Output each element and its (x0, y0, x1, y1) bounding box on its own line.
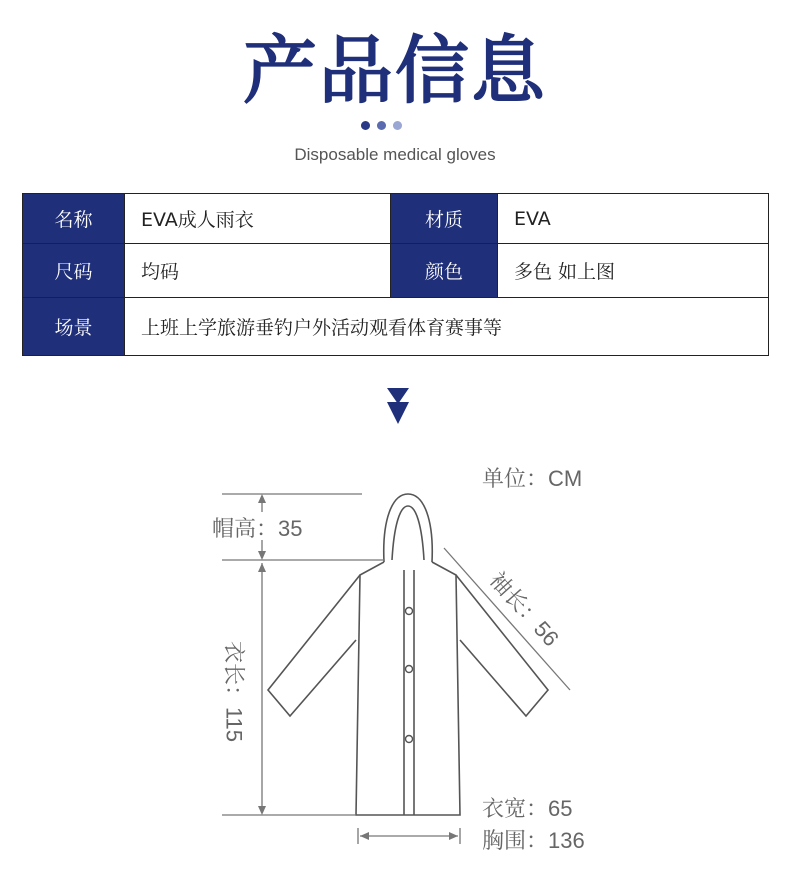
dot-3 (393, 121, 402, 130)
label-material: 材质 (391, 194, 498, 244)
value-scene: 上班上学旅游垂钓户外活动观看体育赛事等 (125, 298, 769, 356)
hood-height-label: 帽高：35 (212, 516, 303, 541)
label-name: 名称 (23, 194, 125, 244)
value-size: 均码 (125, 244, 391, 298)
raincoat-body (356, 562, 460, 815)
button-3 (406, 736, 413, 743)
width-label: 衣宽：65 (482, 796, 573, 821)
table-row (23, 298, 769, 356)
value-name: EVA成人雨衣 (125, 194, 391, 244)
sleeve-length-label: 袖长：56 (484, 567, 564, 652)
unit-label: 单位：CM (482, 466, 583, 491)
body-length-label: 衣长：115 (221, 640, 247, 743)
label-size: 尺码 (23, 244, 125, 298)
dot-2 (377, 121, 386, 130)
product-info-table (22, 193, 769, 356)
label-scene: 场景 (23, 298, 125, 356)
chest-label: 胸围：136 (482, 828, 585, 853)
table-row (23, 244, 769, 298)
page-subtitle: Disposable medical gloves (294, 145, 496, 164)
button-2 (406, 666, 413, 673)
raincoat-hood (384, 494, 433, 562)
raincoat-diagram (0, 430, 790, 870)
decorative-dots (361, 121, 431, 131)
value-color: 多色 如上图 (498, 244, 769, 298)
button-1 (406, 608, 413, 615)
down-arrow-icon (387, 388, 409, 426)
raincoat-left-sleeve (268, 575, 360, 716)
page-title: 产品信息 (243, 28, 547, 114)
value-material: EVA (498, 194, 769, 244)
label-color: 颜色 (391, 244, 498, 298)
dot-1 (361, 121, 370, 130)
table-row (23, 194, 769, 244)
